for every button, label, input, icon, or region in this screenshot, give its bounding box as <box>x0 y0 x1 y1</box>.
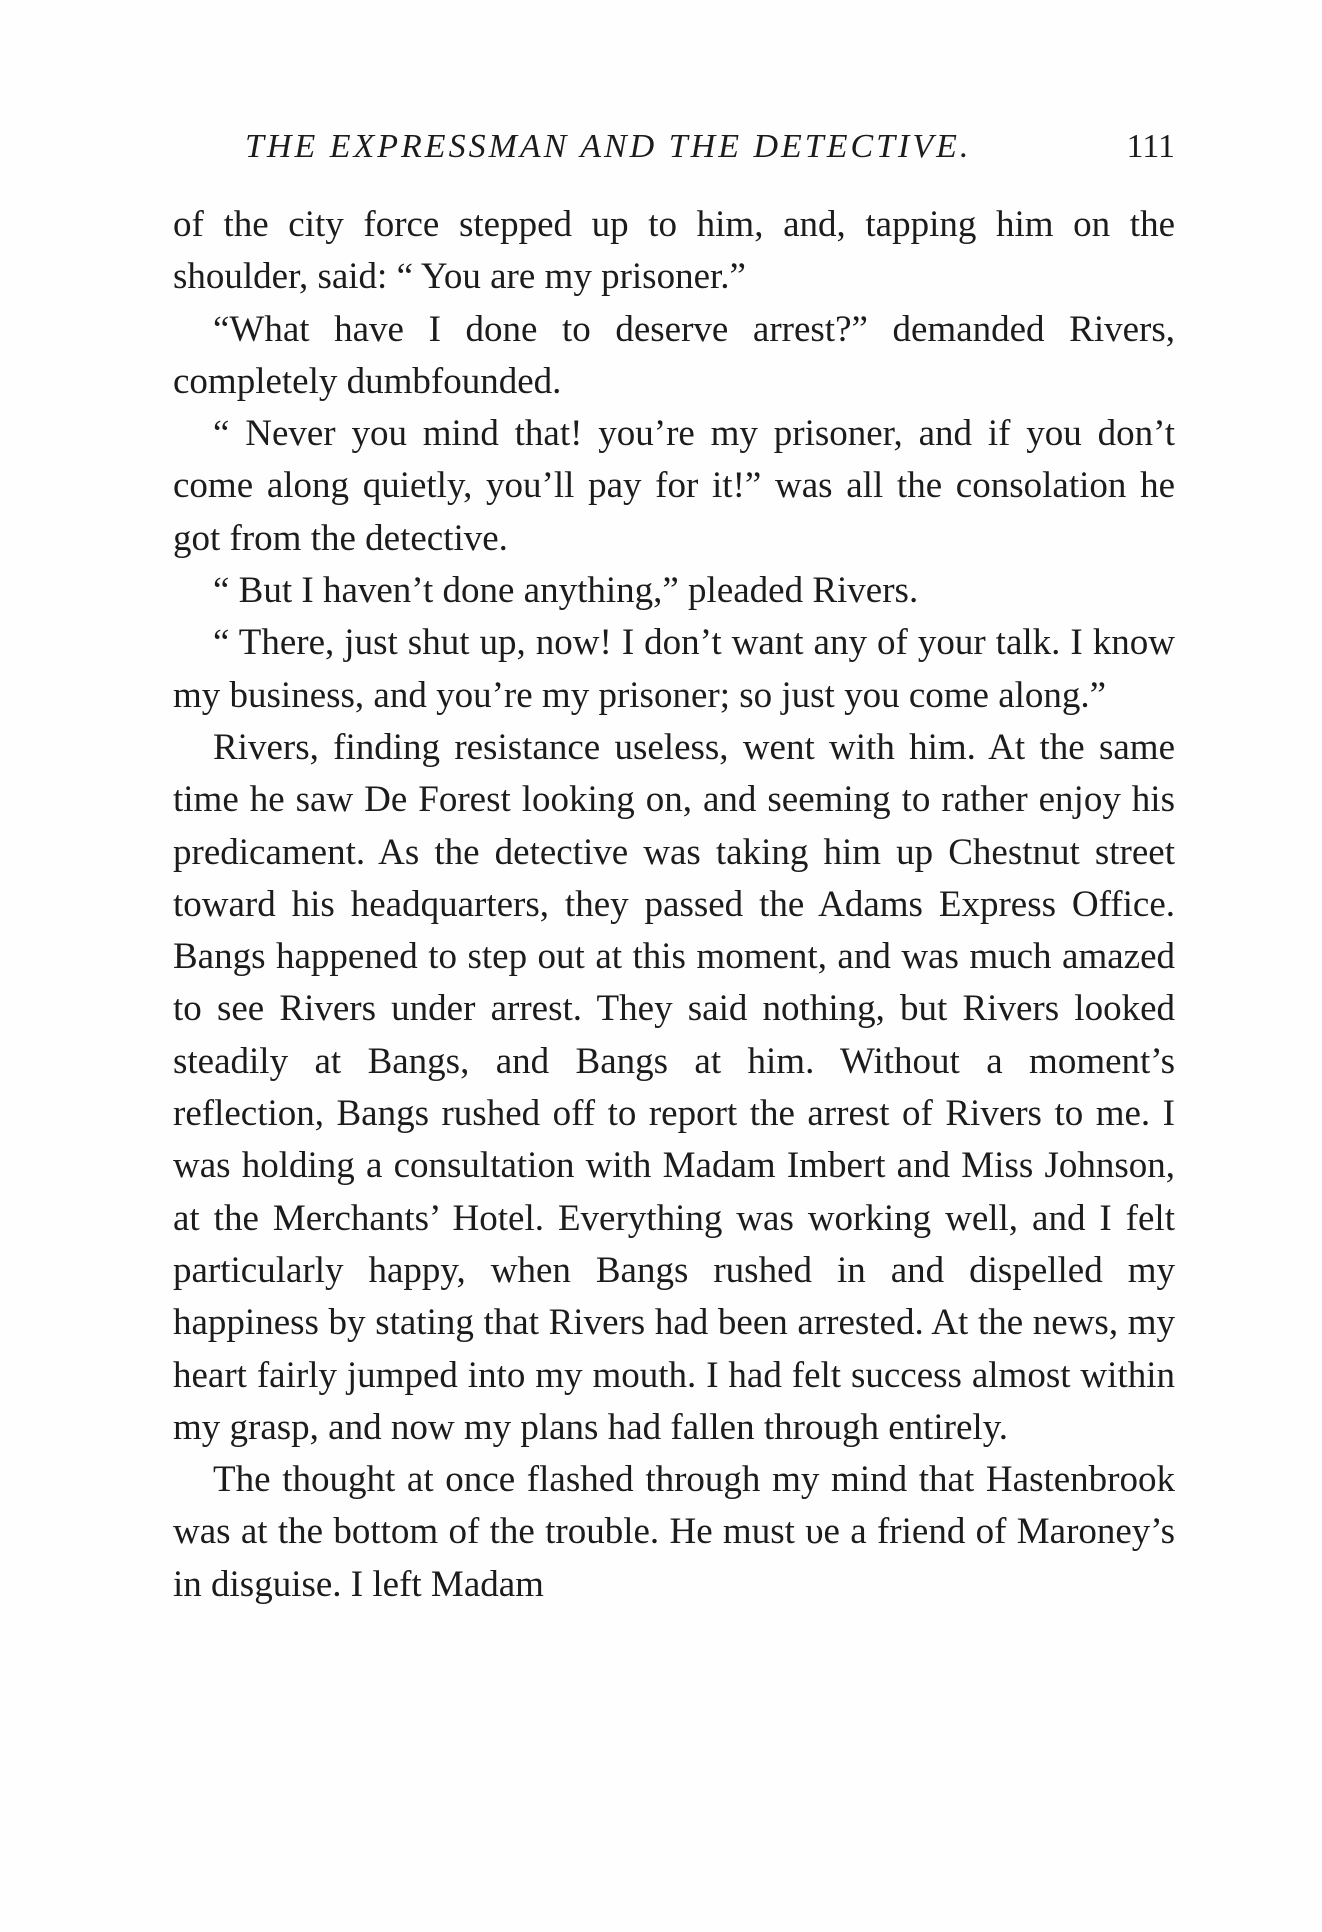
running-title: THE EXPRESSMAN AND THE DETECTIVE. <box>245 128 972 165</box>
paragraph-rivers-question: “What have I done to deserve arrest?” demanded Rivers, completely dumbfounded. <box>173 308 1175 402</box>
paragraph-rivers-plea: “ But I haven’t done anything,” pleaded Rivers. <box>213 570 919 612</box>
paragraph-detective-reply: “ Never you mind that! you’re my prisoner, and if you don’t come along quietly, you’ll pay for it!” was all the consolation he got from the detective. <box>173 413 1175 559</box>
page-header <box>245 122 1175 172</box>
body-text <box>173 199 1175 1611</box>
paragraph-detective-retort: “ There, just shut up, now! I don’t want any of your talk. I know my business, and you’re my prisoner; so just you come along.” <box>173 622 1175 716</box>
paragraph-continuation: of the city force stepped up to him, and, tapping him on the shoulder, said: “ You are my prisoner.” <box>173 204 1175 298</box>
paragraph-arrest-narrative: Rivers, finding resistance useless, went with him. At the same time he saw De Forest looking on, and seeming to rather enjoy his predicament. As the detective was taking him up Chestnut street toward his headquarters, they passed the Adams Express Office. Bangs happened to step out at this moment, and was much amazed to see Rivers under arrest. They said nothing, but Rivers looked steadily at Bangs, and Bangs at him. Without a moment’s reflection, Bangs rushed off to report the arrest of Rivers to me. I was holding a consultation with Madam Imbert and Miss Johnson, at the Merchants’ Hotel. Everything was working well, and I felt particularly happy, when Bangs rushed in and dispelled my happiness by stating that Rivers had been arrested. At the news, my heart fairly jumped into my mouth. I had felt success almost within my grasp, and now my plans had fallen through entirely. <box>173 726 1175 1448</box>
paragraph-hastenbrook: The thought at once flashed through my mind that Hastenbrook was at the bottom of the trouble. He must υe a friend of Maroney’s in disguise. I left Madam <box>173 1459 1175 1605</box>
page-number: 111 <box>1126 128 1175 165</box>
